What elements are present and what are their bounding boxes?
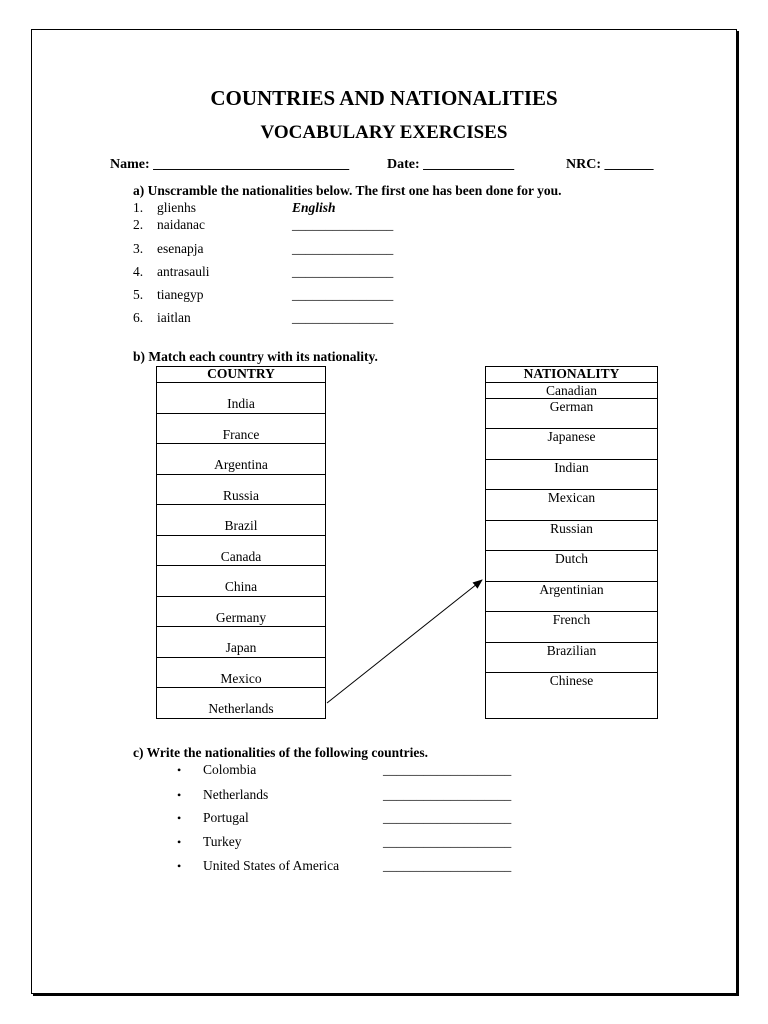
country-cell-russia[interactable]: Russia (157, 475, 325, 506)
country-table-header: COUNTRY (157, 367, 325, 383)
list-item (133, 310, 191, 326)
country-cell-canada[interactable]: Canada (157, 536, 325, 567)
answer-blank[interactable]: ___________________ (383, 858, 512, 873)
item-number: 5. (133, 287, 144, 302)
answer-blank[interactable]: _______________ (292, 310, 394, 325)
list-item (133, 217, 205, 233)
date-field[interactable]: Date: _____________ (387, 157, 515, 172)
country-name: Netherlands (203, 787, 269, 802)
nationality-cell-german[interactable]: German (486, 399, 657, 430)
nationality-cell-mexican[interactable]: Mexican (486, 490, 657, 521)
country-cell-argentina[interactable]: Argentina (157, 444, 325, 475)
country-cell-france[interactable]: France (157, 414, 325, 445)
country-cell-china[interactable]: China (157, 566, 325, 597)
list-item (133, 287, 204, 303)
nationality-cell-brazilian[interactable]: Brazilian (486, 643, 657, 674)
answer-blank[interactable]: ___________________ (383, 810, 512, 825)
list-item (177, 810, 249, 826)
country-name: Portugal (203, 810, 249, 825)
country-cell-japan[interactable]: Japan (157, 627, 325, 658)
nationality-table-body (486, 383, 657, 704)
list-item (177, 834, 242, 850)
nationality-cell-french[interactable]: French (486, 612, 657, 643)
list-item (133, 241, 203, 257)
nationality-table-header: NATIONALITY (486, 367, 657, 383)
nrc-field[interactable]: NRC: _______ (566, 157, 654, 172)
answer-blank[interactable]: _______________ (292, 287, 394, 302)
bullet-icon: • (177, 859, 182, 873)
country-table (156, 366, 326, 719)
country-cell-brazil[interactable]: Brazil (157, 505, 325, 536)
item-number: 4. (133, 264, 144, 279)
answer-blank[interactable]: ___________________ (383, 834, 512, 849)
item-number: 6. (133, 310, 144, 325)
scrambled-word: esenapja (157, 241, 204, 256)
nationality-cell-chinese[interactable]: Chinese (549, 673, 594, 688)
scrambled-word: iaitlan (157, 310, 191, 325)
nationality-cell-canadian[interactable]: Canadian (486, 383, 657, 399)
country-cell-india[interactable]: India (157, 383, 325, 414)
nationality-table (485, 366, 658, 719)
item-number: 2. (133, 217, 144, 232)
answer-blank[interactable]: _______________ (292, 264, 394, 279)
list-item (177, 762, 256, 778)
item-number: 1. (133, 200, 144, 215)
country-cell-germany[interactable]: Germany (157, 597, 325, 628)
country-name: Colombia (203, 762, 257, 777)
answer-blank[interactable]: _______________ (292, 217, 394, 232)
scrambled-word: antrasauli (157, 264, 210, 279)
section-c-question: c) Write the nationalities of the following countries. (133, 745, 428, 760)
section-a-question: a) Unscramble the nationalities below. The first one has been done for you. (133, 183, 562, 198)
nationality-cell-japanese[interactable]: Japanese (486, 429, 657, 460)
answer-blank[interactable]: ___________________ (383, 762, 512, 777)
item-number: 3. (133, 241, 144, 256)
country-table-body (157, 383, 325, 719)
nationality-cell-dutch[interactable]: Dutch (486, 551, 657, 582)
example-answer: English (292, 200, 336, 215)
list-item (133, 200, 196, 216)
page-subtitle: VOCABULARY EXERCISES (260, 122, 508, 143)
bullet-icon: • (177, 763, 182, 777)
scrambled-word: glienhs (157, 200, 196, 215)
scrambled-word: tianegyp (157, 287, 204, 302)
bullet-icon: • (177, 811, 182, 825)
nationality-cell-argentinian[interactable]: Argentinian (486, 582, 657, 613)
country-name: United States of America (203, 858, 340, 873)
bullet-icon: • (177, 835, 182, 849)
nationality-cell-indian[interactable]: Indian (486, 460, 657, 491)
answer-blank[interactable]: ___________________ (383, 787, 512, 802)
page-title: COUNTRIES AND NATIONALITIES (210, 86, 558, 110)
name-field[interactable]: Name: ____________________________ (110, 157, 350, 172)
answer-blank[interactable]: _______________ (292, 241, 394, 256)
country-name: Turkey (203, 834, 242, 849)
country-cell-netherlands[interactable]: Netherlands (208, 701, 274, 716)
list-item (177, 787, 268, 803)
scrambled-word: naidanac (157, 217, 205, 232)
bullet-icon: • (177, 788, 182, 802)
nationality-cell-russian[interactable]: Russian (486, 521, 657, 552)
list-item (133, 264, 209, 280)
list-item (177, 858, 339, 874)
country-cell-mexico[interactable]: Mexico (157, 658, 325, 689)
section-b-question: b) Match each country with its nationality. (133, 349, 378, 364)
